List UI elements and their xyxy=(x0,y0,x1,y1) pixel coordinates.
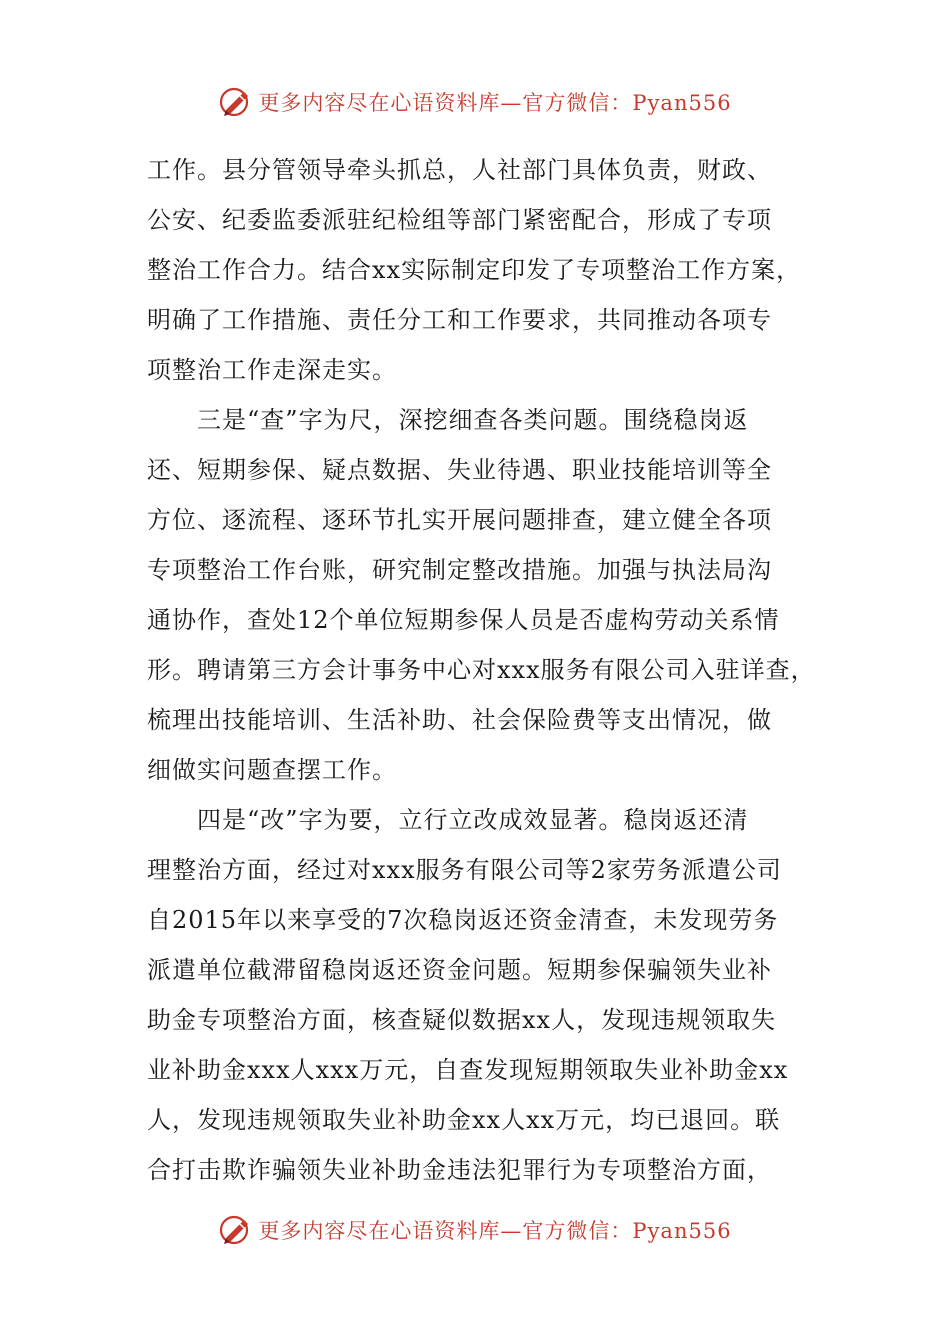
text-line: 派遣单位截滞留稳岗返还资金问题。短期参保骗领失业补 xyxy=(147,956,772,984)
text-line: 业补助金xxx人xxx万元，自查发现短期领取失业补助金xx xyxy=(147,1056,789,1084)
text-line: 合打击欺诈骗领失业补助金违法犯罪行为专项整治方面， xyxy=(147,1156,772,1184)
text-line: 通协作，查处12个单位短期参保人员是否虚构劳动关系情 xyxy=(147,606,780,634)
pen-logo-icon xyxy=(218,1212,254,1248)
paragraph xyxy=(147,395,817,795)
pen-logo-icon xyxy=(218,84,254,120)
text-line: 助金专项整治方面，核查疑似数据xx人，发现违规领取失 xyxy=(147,1006,777,1034)
text-line: 形。聘请第三方会计事务中心对xxx服务有限公司入驻详查， xyxy=(147,656,816,684)
text-line: 细做实问题查摆工作。 xyxy=(147,756,397,784)
text-line: 方位、逐流程、逐环节扎实开展问题排查，建立健全各项 xyxy=(147,506,772,534)
text-line: 项整治工作走深走实。 xyxy=(147,356,397,384)
text-line: 整治工作合力。结合xx实际制定印发了专项整治工作方案， xyxy=(147,256,802,284)
banner-text: 更多内容尽在心语资料库—官方微信：Pyan556 xyxy=(258,1219,732,1243)
footer-banner xyxy=(0,1208,950,1252)
text-line: 还、短期参保、疑点数据、失业待遇、职业技能培训等全 xyxy=(147,456,772,484)
text-line: 三是“查”字为尺，深挖细查各类问题。围绕稳岗返 xyxy=(197,406,749,434)
text-line: 自2015年以来享受的7次稳岗返还资金清查，未发现劳务 xyxy=(147,906,779,934)
text-line: 梳理出技能培训、生活补助、社会保险费等支出情况，做 xyxy=(147,706,772,734)
paragraph xyxy=(147,145,817,395)
text-line: 理整治方面，经过对xxx服务有限公司等2家劳务派遣公司 xyxy=(147,856,782,884)
header-banner xyxy=(0,80,950,124)
document-body xyxy=(147,145,817,1195)
text-line: 四是“改”字为要，立行立改成效显著。稳岗返还清 xyxy=(197,806,749,834)
text-line: 明确了工作措施、责任分工和工作要求，共同推动各项专 xyxy=(147,306,772,334)
text-line: 专项整治工作台账，研究制定整改措施。加强与执法局沟 xyxy=(147,556,772,584)
text-line: 工作。县分管领导牵头抓总，人社部门具体负责，财政、 xyxy=(147,156,772,184)
text-line: 公安、纪委监委派驻纪检组等部门紧密配合，形成了专项 xyxy=(147,206,772,234)
banner-text: 更多内容尽在心语资料库—官方微信：Pyan556 xyxy=(258,91,732,115)
paragraph xyxy=(147,795,817,1195)
text-line: 人，发现违规领取失业补助金xx人xx万元，均已退回。联 xyxy=(147,1106,781,1134)
